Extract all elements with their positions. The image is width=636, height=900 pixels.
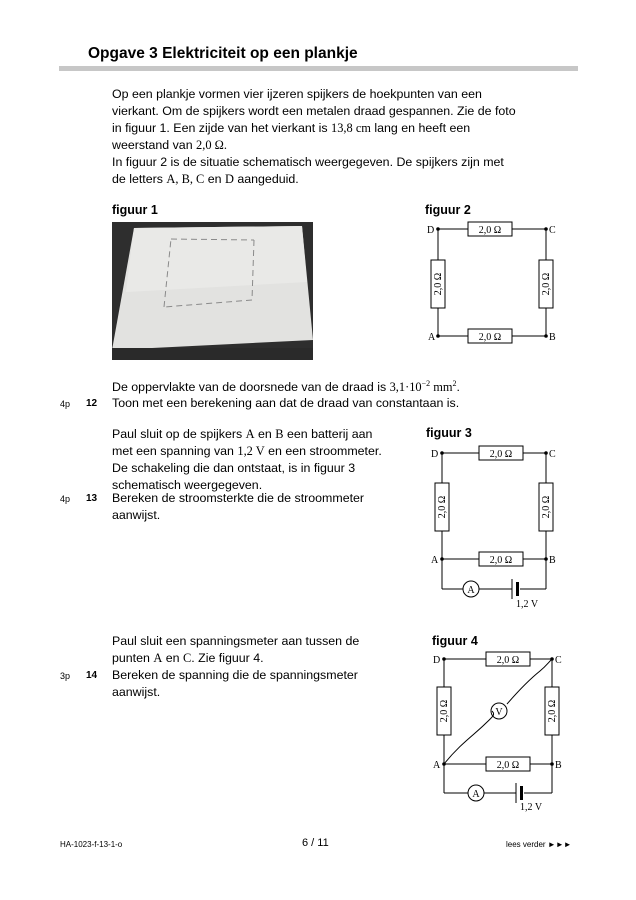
intro-line: vierkant. Om de spijkers wordt een metalen draad gespannen. Zie de foto [112, 104, 516, 118]
title-divider [59, 66, 578, 71]
question-text: Bereken de stroomsterkte die de stroommeter aanwijst. [112, 491, 365, 522]
question-13-intro: Paul sluit op de spijkers A en B een batterij aan met een spanning van 1,2 V en een stroommeter. De schakeling die dan ontstaat, is in figuur 3 schematisch weergegeven. [112, 427, 382, 492]
intro-line: de letters A, B, C en D aangeduid. [112, 172, 299, 186]
figure-1-label: figuur 1 [112, 203, 158, 217]
figure-2-label: figuur 2 [425, 203, 471, 217]
question-text: Bereken de spanning die de spanningsmeter aanwijst. [112, 668, 358, 699]
resistor-label: 2,0 Ω [496, 760, 520, 771]
node-C-label: C [549, 449, 556, 460]
battery-symbol [520, 786, 523, 800]
node-C-label: C [549, 225, 556, 236]
intro-line: In figuur 2 is de situatie schematisch weergegeven. De spijkers zijn met [112, 155, 504, 169]
intro-line: weerstand van 2,0 Ω. [112, 138, 227, 152]
voltmeter-label: V [495, 707, 503, 718]
resistor-label: 2,0 Ω [478, 225, 502, 236]
question-points: 4p [60, 399, 71, 409]
node-C-label: C [555, 655, 562, 666]
resistor-label: 2,0 Ω [489, 555, 513, 566]
resistor-label: 2,0 Ω [489, 449, 513, 460]
node-B-label: B [549, 332, 556, 343]
figure-3-label: figuur 3 [426, 426, 472, 440]
resistor-label: 2,0 Ω [478, 332, 502, 343]
battery-symbol [516, 582, 519, 596]
resistor-label: 2,0 Ω [547, 699, 558, 723]
resistor-label: 2,0 Ω [541, 272, 552, 296]
resistor-label: 2,0 Ω [496, 655, 520, 666]
cross-section-text: De oppervlakte van de doorsnede van de draad is $3,1\cdot 10^{-2}$ $mm^2$. [112, 379, 460, 395]
intro-paragraph [112, 86, 572, 188]
battery-label: 1,2 V [516, 599, 539, 610]
node-D-label: D [427, 225, 435, 236]
page-number: 6 / 11 [302, 837, 329, 849]
node-D-label: D [431, 449, 439, 460]
ammeter-label: A [467, 585, 475, 596]
question-14-intro: Paul sluit een spanningsmeter aan tussen de punten A en C. Zie figuur 4. [112, 634, 360, 665]
node-A-label: A [431, 555, 439, 566]
node-A-label: A [433, 760, 441, 771]
figure-2-circuit [420, 218, 560, 348]
figure-4-circuit [430, 649, 570, 813]
intro-line: Op een plankje vormen vier ijzeren spijkers de hoekpunten van een [112, 87, 482, 101]
footer-code: HA-1023-f-13-1-o [60, 840, 123, 849]
node-D-label: D [433, 655, 441, 666]
plank-photo-image [112, 222, 313, 360]
resistor-label: 2,0 Ω [437, 495, 448, 519]
ammeter-label: A [472, 789, 480, 800]
resistor-label: 2,0 Ω [541, 495, 552, 519]
question-points: 3p [60, 671, 71, 681]
question-number: 13 [86, 493, 98, 504]
node-B-label: B [549, 555, 556, 566]
figure-3-circuit [428, 442, 568, 614]
question-points: 4p [60, 494, 71, 504]
node-A-label: A [428, 332, 436, 343]
node-B-label: B [555, 760, 562, 771]
resistor-label: 2,0 Ω [439, 699, 450, 723]
resistor-label: 2,0 Ω [433, 272, 444, 296]
question-text: Toon met een berekening aan dat de draad van constantaan is. [112, 396, 460, 410]
figure-4-label: figuur 4 [432, 634, 478, 648]
intro-line: in figuur 1. Een zijde van het vierkant is 13,8 cm lang en heeft een [112, 121, 471, 135]
page-title: Opgave 3 Elektriciteit op een plankje [88, 45, 358, 62]
battery-label: 1,2 V [520, 802, 543, 813]
question-number: 14 [86, 670, 98, 681]
question-number: 12 [86, 398, 98, 409]
next-page-link[interactable]: lees verder ►►► [506, 840, 572, 849]
figure-1-photo [112, 222, 313, 360]
